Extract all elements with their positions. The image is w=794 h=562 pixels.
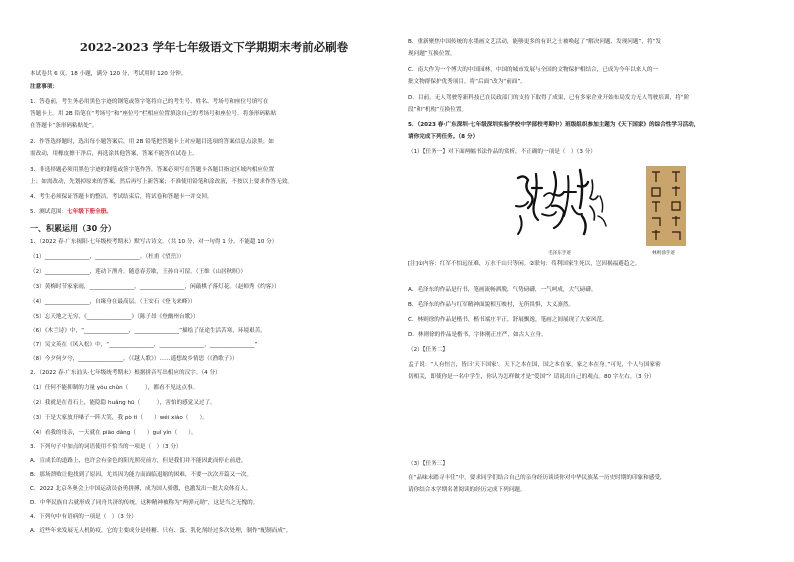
q1-line: （7）吴文英在《风入松》中，“________________，________________，________________” <box>30 342 258 348</box>
test-scope <box>30 208 398 217</box>
exam-intro: 本试卷共 6 页，18 小题，满分 120 分，考试用时 120 分钟。 <box>30 71 187 77</box>
calligraphy-note: [注]①内容：红军不怕远征难，万水千山只等闲。②联句：苟利国家生死以，岂因祸福避趋之。 <box>408 261 641 267</box>
q5-stem-2: 请你完成下列任务。（8 分） <box>408 134 479 140</box>
q3-option: B．那场溃败让他找到了原因，尤其因为能力而面临退缩的困难，不要一次次开篇又一次。 <box>30 472 252 478</box>
test-scope-label: 5．测试范围： <box>30 209 68 215</box>
q4-stem: 4．下列句中有语病的一项是（ ）（3 分） <box>30 514 137 520</box>
q2-line: （2）我就是在青石上，能隐隐 huǎng hū（ ），害怕的感觉又过了。 <box>30 400 216 406</box>
q5-option: A．毛泽东的作品是行书，笔画流畅洒脱，气势磅礴，一气呵成，大气磅礴。 <box>408 287 597 293</box>
notice-line: 1．答卷前，考生务必用黑色字迹的钢笔或签字笔将自己的考生号、姓名、考场号和座位号填写在 <box>30 99 269 105</box>
q4-option: C．南大作为一个博大的中国园林，中国的城市发展与全国的文物保护相结合，已成为今年以来人的一 <box>408 67 659 73</box>
notice-line: 2．作答选择题时，选出每小题答案后，用 2B 铅笔把答题卡上对应题目选项的答案信息点涂黑；如 <box>30 139 274 145</box>
q2-line: （3）于是大家放开嗓子一阵大笑，我 pò tì（ ）wéi xiào（ ）。 <box>30 415 208 421</box>
q1-line: （6）《木兰诗》中，“________________，________________”描绘了征途生活苦寒，环境艰苦。 <box>30 328 266 334</box>
notice-line: 4．考生必须保证答题卡的整洁。考试结束后，将试卷和答题卡一并交回。 <box>30 194 213 200</box>
q5-option: C．林则徐的作品是楷书，楷书端庄平正，舒展飘逸，笔画之间展现了大家风范。 <box>408 317 608 323</box>
q2-stem: 2．（2022 春·广东汕头·七年级统考期末）根据拼音写出相应的汉字。（4 分） <box>30 370 221 376</box>
left-column <box>30 0 398 562</box>
notice-line: 答题卡上。用 2B 铅笔在“考场号”和“座位号”栏相应位置填涂自己的考场号和座位号。将条形码粘贴 <box>30 111 277 117</box>
q4-option: 现问题”互换位置。 <box>408 51 456 57</box>
q4-option: 段”和“机构”互换位置。 <box>408 107 468 113</box>
q1-line: （5）忘天地之无穷，《________________》（陈子昂《登幽州台歌》） <box>30 314 199 320</box>
q3-stem: 3．下列句子中加点的词语使用不恰当的一项是（ ）（3 分） <box>30 444 182 450</box>
q1-line: （1）________________，________________。（杜甫《望岳》） <box>30 254 185 260</box>
calligraphy-right-image <box>646 166 686 246</box>
notice-line: 在答题卡“条形码粘贴处”。 <box>30 123 98 129</box>
q5-task3-text: 在“品味未踏寻丰往”中，要求同学们结合自己的亲身经历谈谈你对中华民族某一历史时期的印象和感受， <box>408 475 666 481</box>
q3-option: A．宣成长的道路上，也许会有金色的阳光照亮前方，但是我们并不能因此而停止前进。 <box>30 458 247 464</box>
q5-stem: 5．（2023 春·广东深圳·七年级深圳实验学校中学部校考期中）班级组织参加主题为《天下国家》的综合性学习活动， <box>408 122 700 128</box>
q5-task2-text: 孟子说：“人有恒言，皆曰‘天下国家’。天下之本在国，国之本在家，家之本在身。”可见，个人与国家密 <box>408 362 661 368</box>
calligraphy-left-image <box>508 166 618 246</box>
q5-task3-text: 请你结合本学期名著阅读的经历完成下列问题。 <box>408 487 526 493</box>
q5-option: D．林则徐的作品是楷书，字体刚正庄严，如古人立身。 <box>408 332 547 338</box>
q1-stem: 1．（2022 春·广东揭阳·七年级校考期末）默写古诗文。（共 10 分，对一句得 1 分，不能超 10 分） <box>30 239 278 245</box>
q1-line: （8）今夕何夕兮，________________。（《越人歌》）……遥想故乡情思（《渔歌子》） <box>30 356 238 362</box>
test-scope-value: 七年级下册全册。 <box>67 209 112 215</box>
q5-task3: （3）【任务三】 <box>408 461 448 467</box>
q1-line: （3）黄梅时节家家雨，________________。________________，闲敲棋子落灯花。（赵师秀《约客》） <box>30 284 280 290</box>
q4-option: D．目前，无人驾驶等新科技已在民政部门的支持下取得了成果，已有多家企业开始布局发力无人驾驶培训，将“阶 <box>408 95 690 101</box>
section-heading: 一、积累运用（30 分） <box>30 224 116 233</box>
calligraphy-right-caption: 林则徐手迹 <box>652 251 675 256</box>
q1-line: （4）________________，自缘身在最高层。（王安石《登飞来峰》） <box>30 299 196 305</box>
q4-option: B．重新聚焦中国传统的水墨画文艺活动，能够更多的有识之士被唤起了“解决问题、发现问题”，将“发 <box>408 39 662 45</box>
page-title: 2022-2023 学年七年级语文下学期期末考前必刷卷 <box>79 40 349 54</box>
q1-line: （2）________________，莲动下渔舟。随意春芳歇，王孙自可留。（王维《山居秋暝》） <box>30 269 247 275</box>
q2-line: （1）任何不能抑制的力量 yǒu chǔn（ ），都看不见这点事。 <box>30 385 199 391</box>
notice-line: 需改动，用橡皮擦干净后，再选涂其他答案，答案不能答在试卷上。 <box>30 151 198 157</box>
notice-heading: 注意事项： <box>30 84 58 90</box>
q5-task1: （1）【任务一】对下面两幅书法作品的赏析，不正确的一项是（ ）（3 分） <box>408 149 596 155</box>
q5-task2: （2）【任务二】 <box>408 347 448 353</box>
q2-line: （4）看我的母亲，一天就在 piāo dàng（ ）guǐ yín（ ）。 <box>30 430 197 436</box>
q4-option: A．近些年来发展无人机防疫，它的主要成分是桂糖、只有、蛋、乳化剂经过多次处理，制作“配制而成”。 <box>30 528 292 534</box>
notice-line: 3．非选择题必须用黑色字迹的钢笔或签字笔作答，答案必须写在答题卡各题目指定区域内相应位置 <box>30 167 275 173</box>
notice-line: 上；如需改动，先划掉原来的答案，然后再写上新答案；不准使用铅笔和涂改液，不按以上要求作答无效。 <box>30 179 293 185</box>
q3-option: C．2022 北京冬奥会上中国运动员奋勇拼搏，成为国人骄傲，也激发出一批大众体育人。 <box>30 486 252 492</box>
q5-option: B．毛泽东的作品与红军精神面貌相互映衬，无所畏惧，大义凛然。 <box>408 302 575 308</box>
q5-task2-text: 切相关，即使你是一名中学生，你认为怎样做才是“爱国”？请说出自己的观点。80 字左右。（3 分） <box>408 374 655 380</box>
q3-option: D．中华民族自古就形成了同舟共济的传统，这种精神被称为“两弹元勋”，这是当之无愧的。 <box>30 500 259 506</box>
right-column <box>408 0 776 562</box>
q4-option: 批文物群保护优秀项目，将“后面”改为“前面”。 <box>408 79 526 85</box>
calligraphy-left-caption: 毛泽东手迹 <box>548 251 571 256</box>
